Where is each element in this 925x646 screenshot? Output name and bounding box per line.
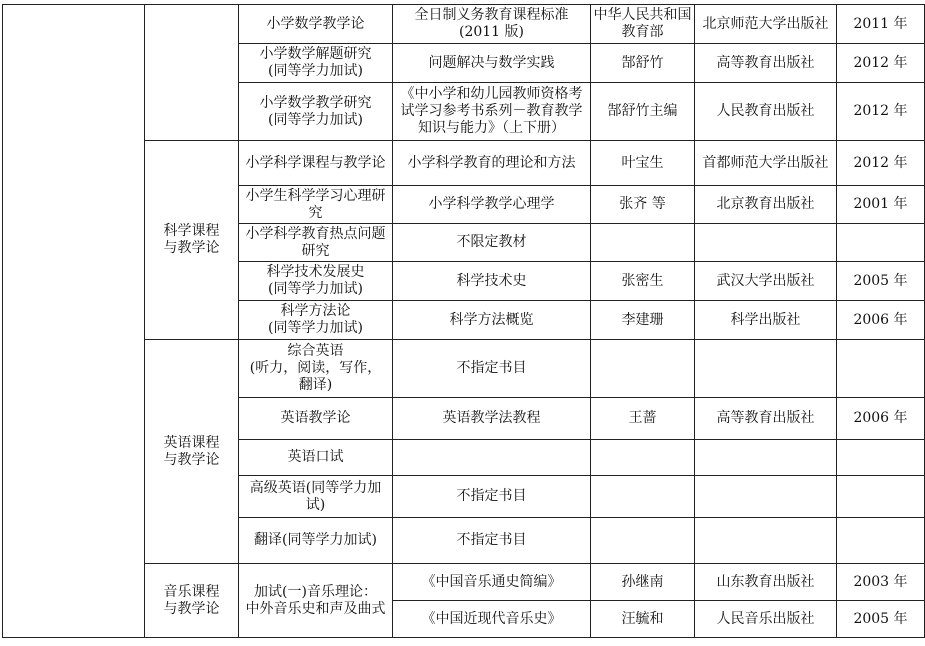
author-cell: 叶宝生: [591, 141, 695, 186]
year-cell: 2006 年: [837, 398, 925, 440]
book-cell: 《中国音乐通史简编》: [393, 564, 591, 601]
publisher-cell: [695, 440, 837, 476]
author-cell: [591, 440, 695, 476]
book-cell: 《中小学和幼儿园教师资格考 试学习参考书系列－教育教学 知识与能力》（上下册）: [393, 83, 591, 141]
author-cell: 李建珊: [591, 301, 695, 340]
year-cell: 2006 年: [837, 301, 925, 340]
publisher-cell: 人民音乐出版社: [695, 601, 837, 638]
course-cell: 英语教学论: [239, 398, 393, 440]
publisher-cell: 北京教育出版社: [695, 186, 837, 224]
author-cell: 郜舒竹: [591, 44, 695, 83]
author-cell: [591, 224, 695, 262]
book-cell: 不指定书目: [393, 476, 591, 518]
book-cell: 小学科学教学心理学: [393, 186, 591, 224]
publisher-cell: 武汉大学出版社: [695, 262, 837, 301]
course-cell: 科学技术发展史 (同等学力加试): [239, 262, 393, 301]
publisher-cell: 山东教育出版社: [695, 564, 837, 601]
author-cell: 中华人民共和国 教育部: [591, 5, 695, 44]
subject-cell-math: [145, 5, 239, 141]
book-cell: [393, 440, 591, 476]
course-cell: 科学方法论 (同等学力加试): [239, 301, 393, 340]
course-cell: 小学生科学学习心理研 究: [239, 186, 393, 224]
book-cell: 《中国近现代音乐史》: [393, 601, 591, 638]
year-cell: 2001 年: [837, 186, 925, 224]
publisher-cell: 高等教育出版社: [695, 44, 837, 83]
year-cell: 2012 年: [837, 83, 925, 141]
book-cell: 英语教学法教程: [393, 398, 591, 440]
textbook-table: [2, 4, 925, 638]
author-cell: [591, 476, 695, 518]
year-cell: 2012 年: [837, 44, 925, 83]
author-cell: 郜舒竹主编: [591, 83, 695, 141]
course-cell: 小学数学解题研究 (同等学力加试): [239, 44, 393, 83]
course-cell: 小学数学教学研究 (同等学力加试): [239, 83, 393, 141]
table-row: [3, 5, 925, 44]
year-cell: 2005 年: [837, 262, 925, 301]
year-cell: [837, 440, 925, 476]
year-cell: [837, 340, 925, 398]
program-cell: [3, 5, 145, 638]
year-cell: 2011 年: [837, 5, 925, 44]
author-cell: 张密生: [591, 262, 695, 301]
book-cell: 全日制义务教育课程标准 (2011 版): [393, 5, 591, 44]
publisher-cell: [695, 340, 837, 398]
course-cell: 综合英语 (听力，阅读，写作， 翻译): [239, 340, 393, 398]
course-cell: 小学数学教学论: [239, 5, 393, 44]
course-cell: 翻译(同等学力加试): [239, 518, 393, 564]
subject-cell-english: 英语课程 与教学论: [145, 340, 239, 564]
year-cell: 2012 年: [837, 141, 925, 186]
author-cell: 王蔷: [591, 398, 695, 440]
author-cell: 汪毓和: [591, 601, 695, 638]
book-cell: 不指定书目: [393, 340, 591, 398]
author-cell: [591, 518, 695, 564]
course-cell: 高级英语(同等学力加 试): [239, 476, 393, 518]
year-cell: [837, 518, 925, 564]
year-cell: 2003 年: [837, 564, 925, 601]
course-cell: 小学科学课程与教学论: [239, 141, 393, 186]
publisher-cell: 北京师范大学出版社: [695, 5, 837, 44]
book-cell: 问题解决与数学实践: [393, 44, 591, 83]
publisher-cell: 人民教育出版社: [695, 83, 837, 141]
subject-cell-music: 音乐课程 与教学论: [145, 564, 239, 638]
subject-cell-science: 科学课程 与教学论: [145, 141, 239, 340]
course-cell: 小学科学教育热点问题 研究: [239, 224, 393, 262]
book-cell: 科学方法概览: [393, 301, 591, 340]
book-cell: 小学科学教育的理论和方法: [393, 141, 591, 186]
author-cell: [591, 340, 695, 398]
book-cell: 不限定教材: [393, 224, 591, 262]
author-cell: 张齐 等: [591, 186, 695, 224]
publisher-cell: 科学出版社: [695, 301, 837, 340]
publisher-cell: 高等教育出版社: [695, 398, 837, 440]
course-cell: 英语口试: [239, 440, 393, 476]
author-cell: 孙继南: [591, 564, 695, 601]
publisher-cell: [695, 518, 837, 564]
year-cell: 2005 年: [837, 601, 925, 638]
year-cell: [837, 224, 925, 262]
course-cell: 加试(一)音乐理论： 中外音乐史和声及曲式: [239, 564, 393, 638]
publisher-cell: [695, 476, 837, 518]
year-cell: [837, 476, 925, 518]
book-cell: 科学技术史: [393, 262, 591, 301]
book-cell: 不指定书目: [393, 518, 591, 564]
publisher-cell: [695, 224, 837, 262]
publisher-cell: 首都师范大学出版社: [695, 141, 837, 186]
